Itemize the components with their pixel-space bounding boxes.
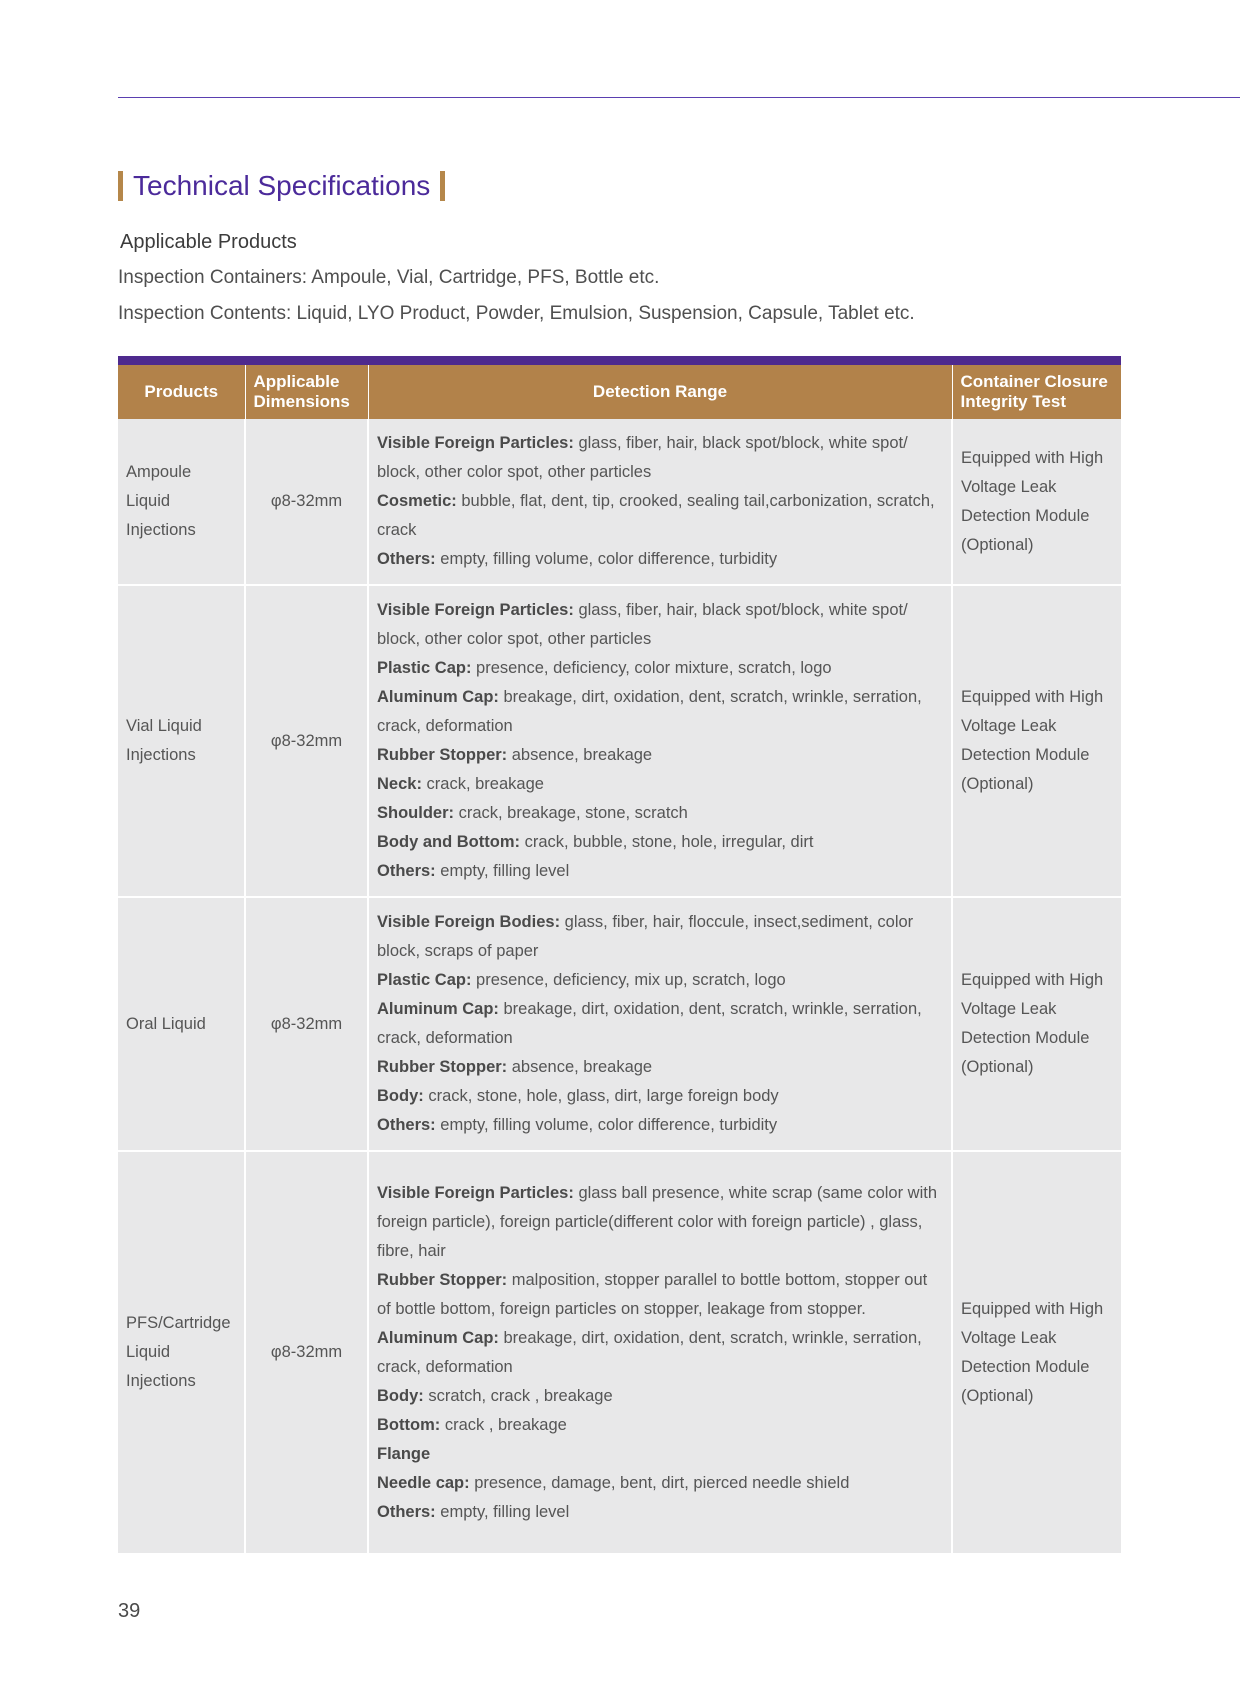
dimension-cell: φ8-32mm (245, 1151, 368, 1553)
detection-item-label: Body and Bottom: (377, 833, 520, 851)
detection-item-text: empty, filling volume, color difference, turbidity (435, 1116, 778, 1134)
detection-item (377, 1179, 943, 1266)
spec-table-wrapper (118, 356, 1121, 1553)
page-number: 39 (118, 1600, 141, 1622)
detection-item (377, 770, 943, 799)
detection-item-label: Others: (377, 1502, 436, 1521)
detection-item-label: Neck: (377, 775, 422, 793)
table-row (118, 897, 1121, 1151)
detection-item-label: Shoulder: (377, 804, 454, 822)
detection-item-label: Others: (377, 1116, 436, 1134)
detection-item-text: crack, breakage (421, 775, 544, 793)
dimension-cell: φ8-32mm (245, 419, 368, 585)
detection-item-label: Body: (377, 1386, 424, 1405)
detection-item (377, 1382, 943, 1411)
detection-item (377, 596, 943, 654)
detection-item-text: empty, filling volume, color difference, turbidity (435, 550, 778, 568)
detection-item-label: Aluminum Cap: (377, 1328, 499, 1347)
detection-item-label: Aluminum Cap: (377, 688, 499, 706)
integrity-cell: Equipped with High Voltage Leak Detection Module (Optional) (952, 1151, 1121, 1553)
detection-item-text: crack, stone, hole, glass, dirt, large foreign body (423, 1087, 779, 1105)
table-row (118, 585, 1121, 897)
detection-item-text: crack, bubble, stone, hole, irregular, dirt (519, 833, 814, 851)
detection-item-label: Rubber Stopper: (377, 1058, 508, 1076)
detection-item (377, 683, 943, 741)
integrity-cell: Equipped with High Voltage Leak Detection Module (Optional) (952, 419, 1121, 585)
detection-item-text: glass, fiber, hair, floccule, insect,sediment, color block, scraps of paper (377, 913, 914, 960)
detection-item (377, 1082, 943, 1111)
integrity-cell: Equipped with High Voltage Leak Detection Module (Optional) (952, 897, 1121, 1151)
detection-item-text: absence, breakage (507, 746, 653, 764)
detection-item-text: crack , breakage (440, 1415, 567, 1434)
dimension-cell: φ8-32mm (245, 897, 368, 1151)
detection-item-label: Visible Foreign Particles: (377, 434, 574, 452)
detection-item-label: Others: (377, 862, 436, 880)
dimension-cell: φ8-32mm (245, 585, 368, 897)
detection-item (377, 1440, 943, 1469)
header-products: Products (118, 365, 245, 419)
detection-item-label: Others: (377, 550, 436, 568)
detection-item-text: crack, breakage, stone, scratch (454, 804, 688, 822)
detection-item-text: glass, fiber, hair, black spot/block, white spot/ block, other color spot, other particles (377, 601, 908, 648)
detection-item (377, 995, 943, 1053)
product-cell: Ampoule Liquid Injections (118, 419, 245, 585)
product-cell: Oral Liquid (118, 897, 245, 1151)
detection-range-cell (368, 585, 952, 897)
detection-item (377, 429, 943, 487)
detection-item-label: Plastic Cap: (377, 659, 472, 677)
detection-item-label: Body: (377, 1087, 424, 1105)
detection-item (377, 799, 943, 828)
detection-item (377, 857, 943, 886)
detection-item-label: Plastic Cap: (377, 971, 472, 989)
detection-item (377, 1111, 943, 1140)
detection-item-text: glass ball presence, white scrap (same color with foreign particle), foreign particle(different color with foreign particle) , glass, fibre, hair (377, 1183, 938, 1260)
product-cell: Vial Liquid Injections (118, 585, 245, 897)
table-row (118, 1151, 1121, 1553)
integrity-cell: Equipped with High Voltage Leak Detection Module (Optional) (952, 585, 1121, 897)
detection-item-text: empty, filling level (435, 862, 570, 880)
detection-range-cell (368, 1151, 952, 1553)
detection-item-label: Visible Foreign Particles: (377, 601, 574, 619)
detection-item (377, 828, 943, 857)
title-bar-left (118, 171, 123, 201)
detection-item-label: Visible Foreign Bodies: (377, 913, 561, 931)
detection-item-label: Visible Foreign Particles: (377, 1183, 574, 1202)
detection-item-text: absence, breakage (507, 1058, 653, 1076)
detection-item (377, 1411, 943, 1440)
detection-item (377, 966, 943, 995)
detection-item (377, 1498, 943, 1527)
detection-item-text: malposition, stopper parallel to bottle bottom, stopper out of bottle bottom, foreign particles on stopper, leakage from stopper. (377, 1270, 928, 1318)
table-header-row (118, 365, 1121, 419)
detection-item-label: Needle cap: (377, 1473, 470, 1492)
detection-item (377, 741, 943, 770)
header-dimensions: Applicable Dimensions (245, 365, 368, 419)
detection-item-text: empty, filling level (435, 1502, 570, 1521)
detection-item-label: Bottom: (377, 1415, 441, 1434)
section-title-text: Technical Specifications (133, 170, 431, 201)
title-bar-right (440, 171, 445, 201)
detection-item-label: Rubber Stopper: (377, 746, 508, 764)
detection-range-cell (368, 897, 952, 1151)
spec-table-body (118, 419, 1121, 1553)
detection-item-text: presence, deficiency, mix up, scratch, logo (471, 971, 786, 989)
detection-item (377, 1469, 943, 1498)
detection-item-text: presence, deficiency, color mixture, scratch, logo (471, 659, 832, 677)
detection-item (377, 654, 943, 683)
detection-item (377, 1266, 943, 1324)
detection-item (377, 1053, 943, 1082)
detection-item-text: bubble, flat, dent, tip, crooked, sealing tail,carbonization, scratch, crack (377, 492, 935, 539)
detection-item-text: presence, damage, bent, dirt, pierced needle shield (469, 1473, 850, 1492)
applicable-products-heading: Applicable Products (120, 231, 297, 253)
spec-table (118, 365, 1121, 1553)
detection-range-cell (368, 419, 952, 585)
detection-item-label: Rubber Stopper: (377, 1270, 508, 1289)
detection-item (377, 1324, 943, 1382)
detection-item-label: Flange (377, 1444, 431, 1463)
table-top-strip (118, 356, 1121, 365)
detection-item-text: scratch, crack , breakage (423, 1386, 613, 1405)
inspection-contents-text: Inspection Contents: Liquid, LYO Product, Powder, Emulsion, Suspension, Capsule, Tablet etc. (118, 303, 915, 324)
table-row (118, 419, 1121, 585)
detection-item-text: glass, fiber, hair, black spot/block, white spot/ block, other color spot, other particles (377, 434, 908, 481)
detection-item (377, 487, 943, 545)
detection-item (377, 545, 943, 574)
detection-item-label: Cosmetic: (377, 492, 457, 510)
detection-item (377, 908, 943, 966)
detection-item-label: Aluminum Cap: (377, 1000, 499, 1018)
detection-item-text: breakage, dirt, oxidation, dent, scratch, wrinkle, serration, crack, deformation (377, 1328, 922, 1376)
header-integrity-test: Container Closure Integrity Test (952, 365, 1121, 419)
inspection-containers-text: Inspection Containers: Ampoule, Vial, Cartridge, PFS, Bottle etc. (118, 267, 660, 288)
detection-item-text: breakage, dirt, oxidation, dent, scratch, wrinkle, serration, crack, deformation (377, 688, 922, 735)
header-detection-range: Detection Range (368, 365, 952, 419)
section-title (118, 166, 445, 206)
detection-item-text: breakage, dirt, oxidation, dent, scratch, wrinkle, serration, crack, deformation (377, 1000, 922, 1047)
product-cell: PFS/Cartridge Liquid Injections (118, 1151, 245, 1553)
top-rule (118, 97, 1240, 98)
